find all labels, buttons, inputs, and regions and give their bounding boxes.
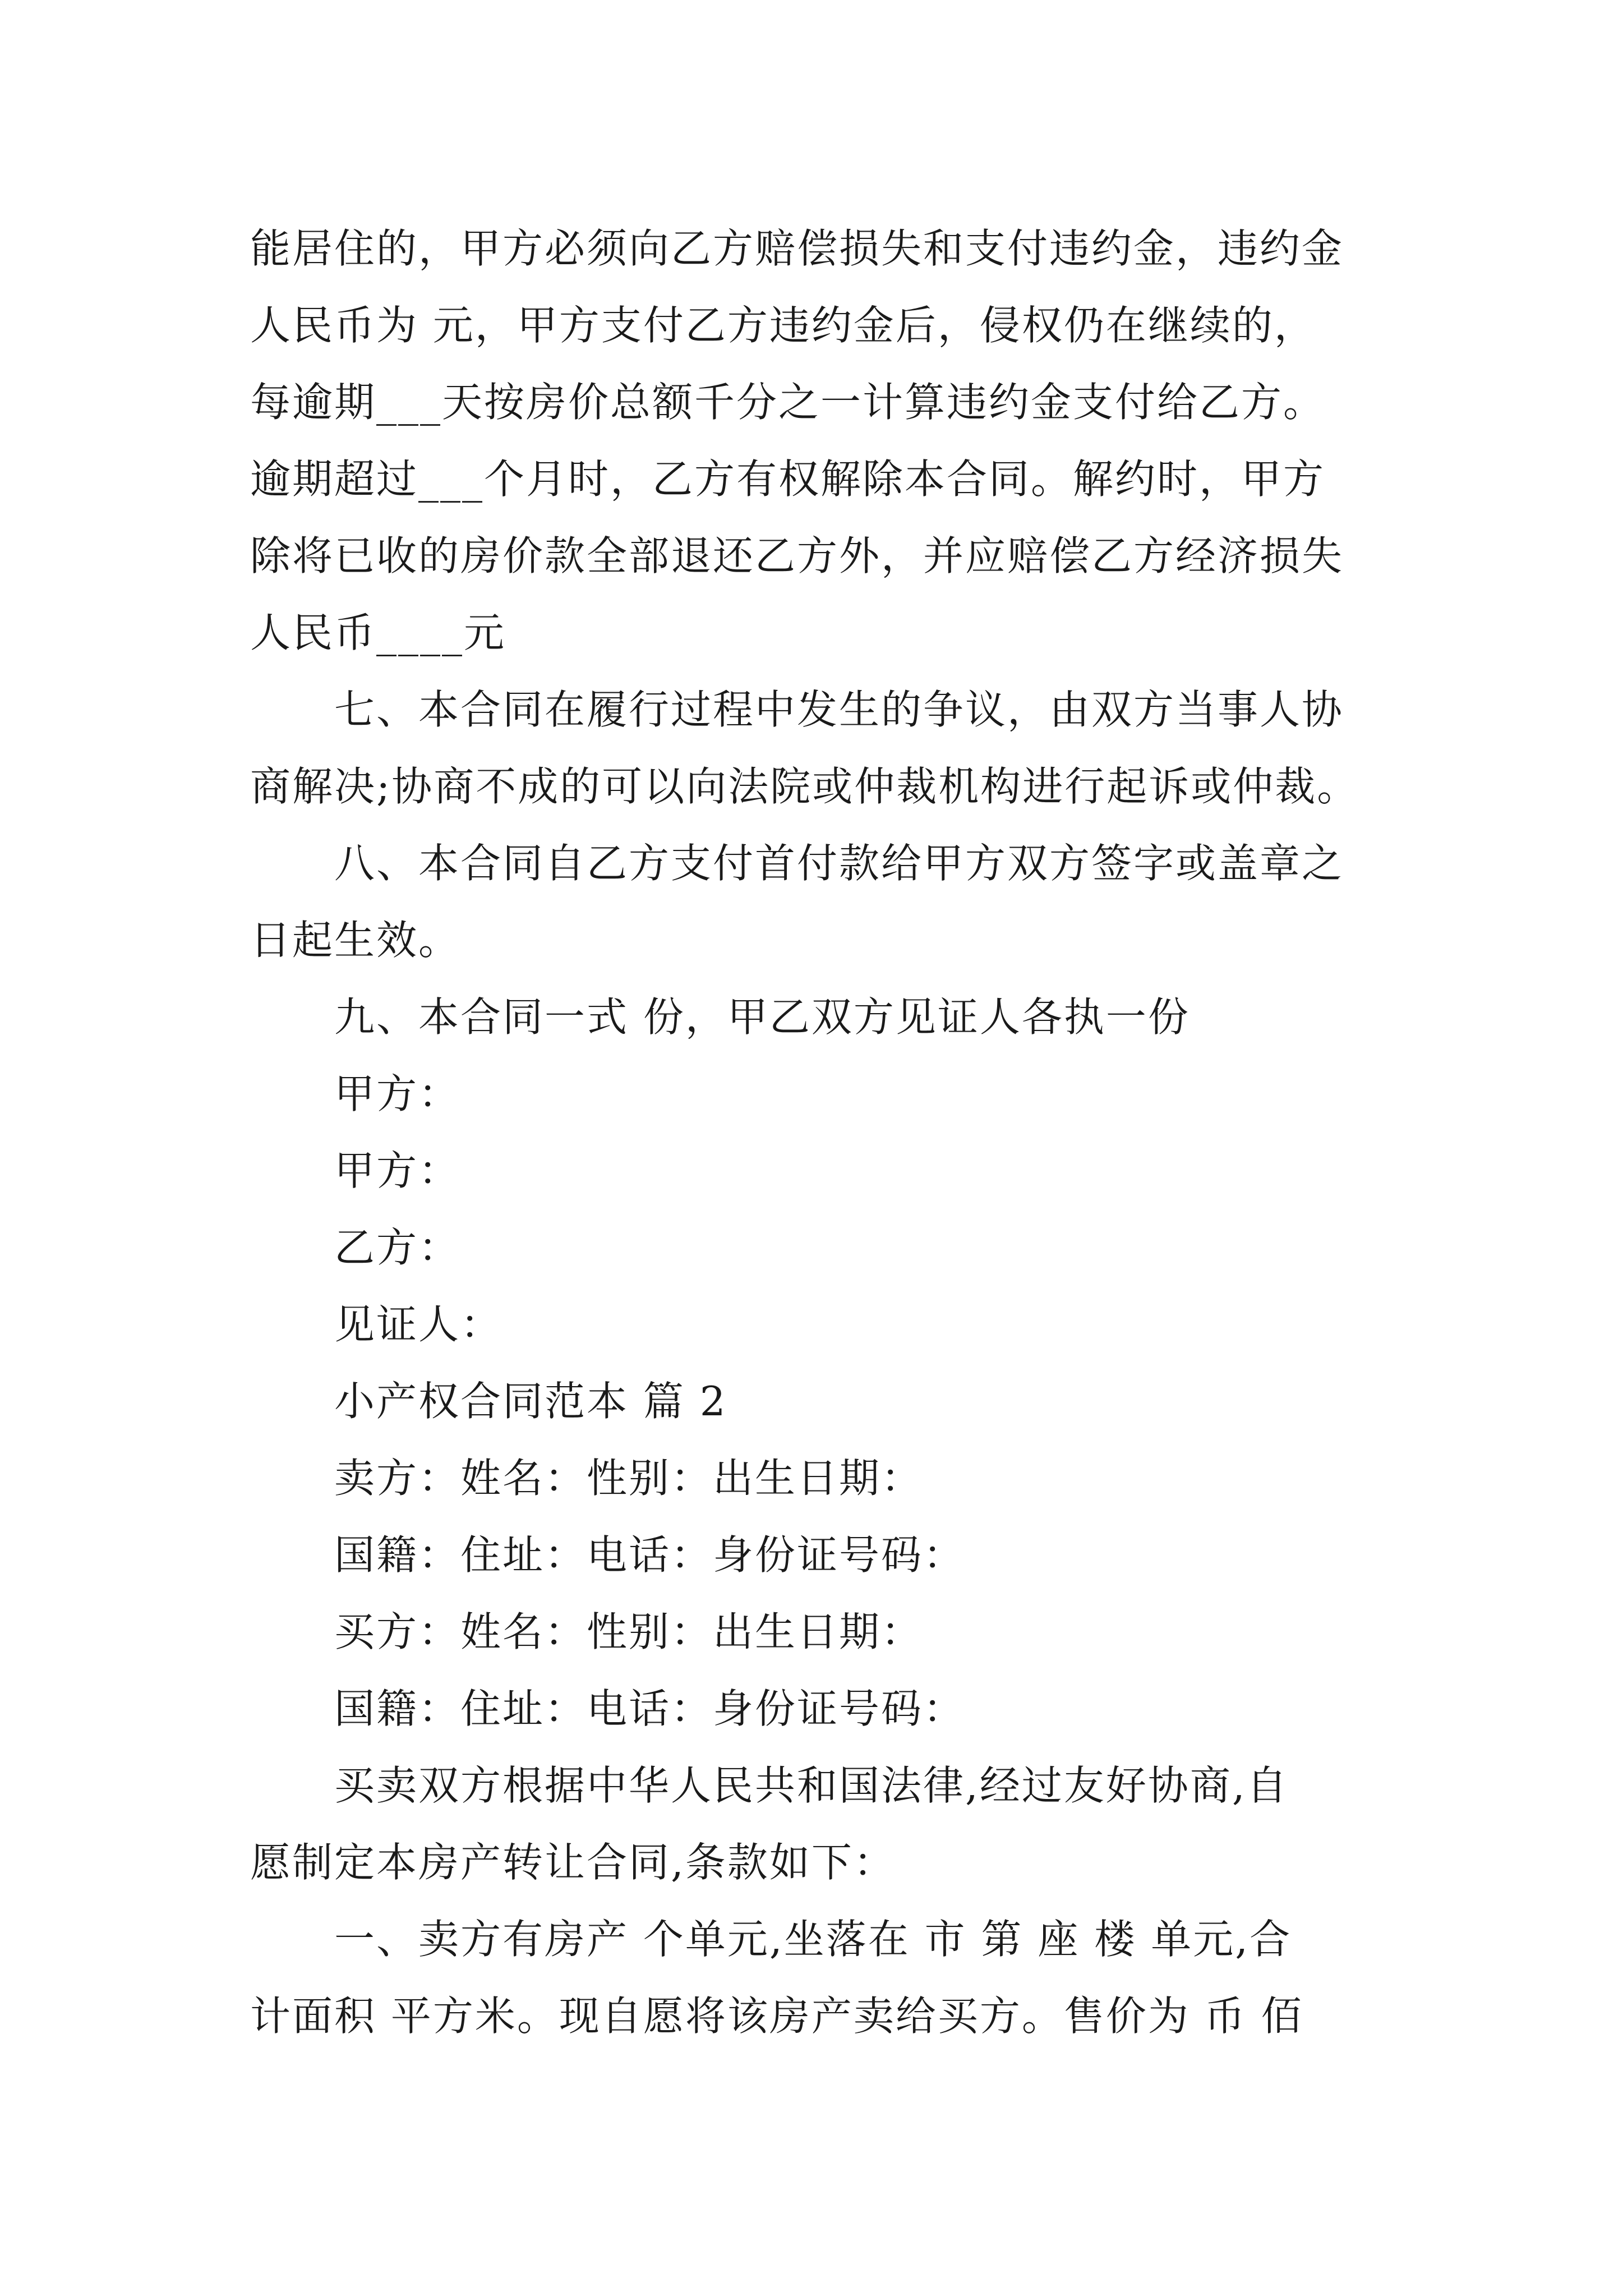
signature-witness: 见证人： — [334, 1301, 503, 1348]
text-line: 除将已收的房价款全部退还乙方外，并应赔偿乙方经济损失 — [250, 532, 1344, 579]
clause-nine: 九、本合同一式 份，甲乙双方见证人各执一份 — [334, 993, 1190, 1041]
text-line: 人民币为 元，甲方支付乙方违约金后，侵权仍在继续的， — [250, 302, 1316, 349]
signature-party-a: 甲方： — [334, 1147, 461, 1194]
text-line: 能居住的，甲方必须向乙方赔偿损失和支付违约金，违约金 — [250, 225, 1344, 272]
text-line: 愿制定本房产转让合同,条款如下： — [250, 1839, 896, 1886]
signature-party-a: 甲方： — [334, 1070, 461, 1117]
text-line: 计面积 平方米。现自愿将该房产卖给买方。售价为 币 佰 — [250, 1993, 1303, 2040]
clause-seven: 七、本合同在履行过程中发生的争议，由双方当事人协 — [334, 686, 1344, 733]
signature-party-b: 乙方： — [334, 1224, 461, 1271]
buyer-contact: 国籍：住址：电话：身份证号码： — [334, 1685, 966, 1732]
text-line: 商解决;协商不成的可以向法院或仲裁机构进行起诉或仲裁。 — [250, 763, 1359, 810]
text-line: 逾期超过___个月时，乙方有权解除本合同。解约时，甲方 — [250, 455, 1326, 503]
clause-eight: 八、本合同自乙方支付首付款给甲方双方签字或盖章之 — [334, 840, 1344, 887]
text-line: 每逾期___天按房价总额千分之一计算违约金支付给乙方。 — [250, 379, 1326, 426]
text-line: 日起生效。 — [250, 917, 461, 964]
section-heading: 小产权合同范本 篇 2 — [334, 1378, 727, 1425]
text-line: 人民币____元 — [250, 609, 506, 656]
document-page — [250, 210, 1394, 2055]
clause-one: 一、卖方有房产 个单元,坐落在 市 第 座 楼 单元,合 — [334, 1916, 1292, 1963]
seller-contact: 国籍：住址：电话：身份证号码： — [334, 1531, 966, 1579]
seller-info: 卖方：姓名：性别：出生日期： — [334, 1455, 924, 1502]
buyer-info: 买方：姓名：性别：出生日期： — [334, 1608, 924, 1655]
preamble: 买卖双方根据中华人民共和国法律,经过友好协商,自 — [334, 1762, 1289, 1809]
